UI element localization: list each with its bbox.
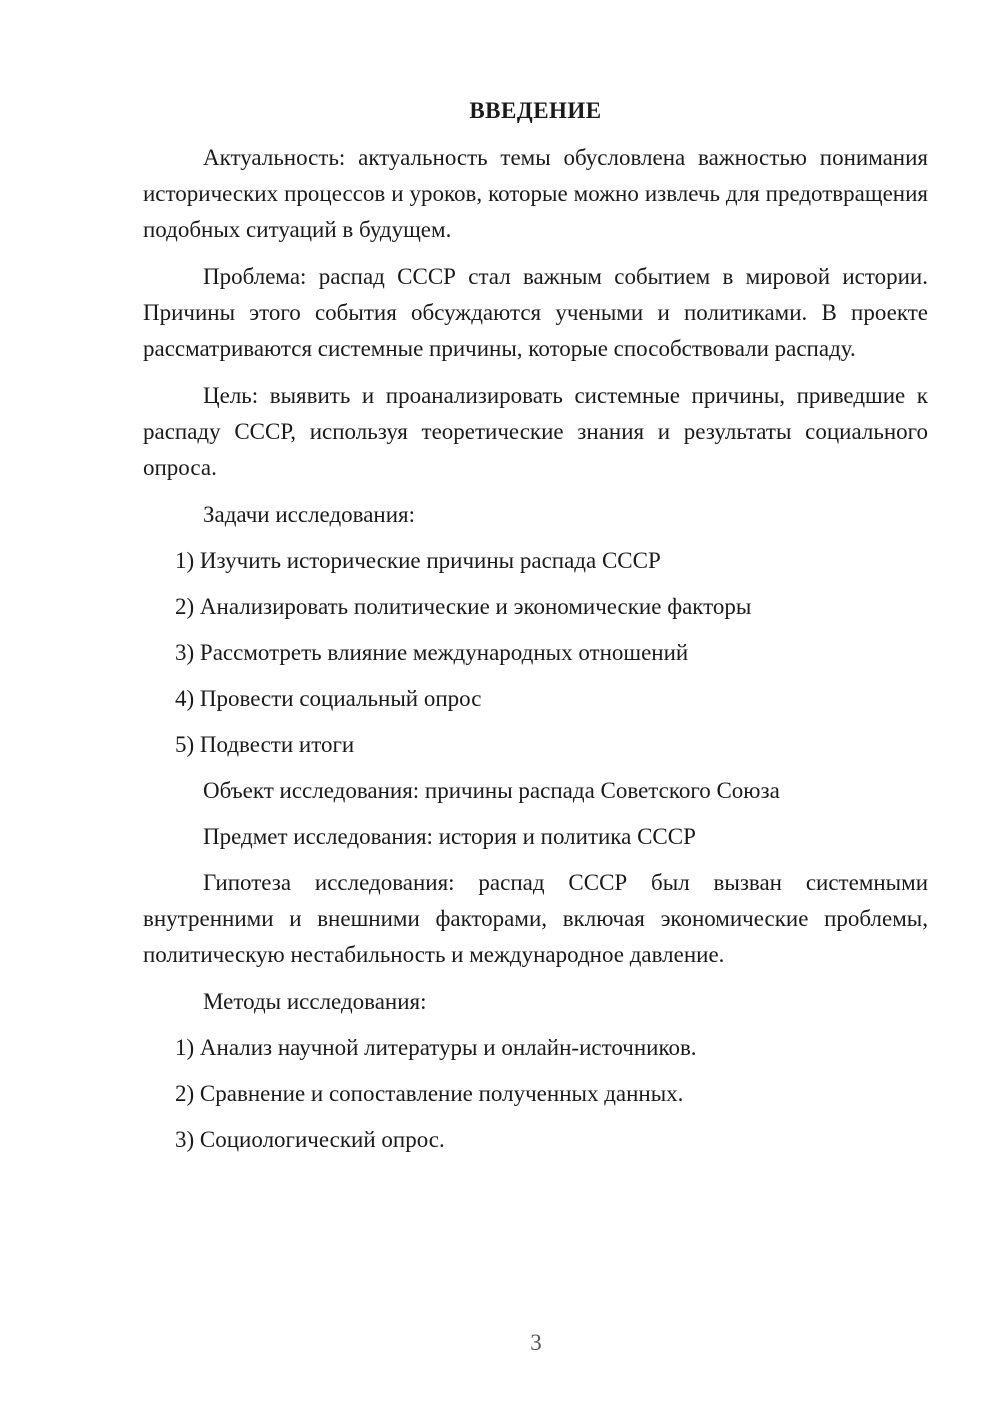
methods-list-item: 2) Сравнение и сопоставление полученных данных.: [175, 1081, 684, 1106]
methods-list-item: 1) Анализ научной литературы и онлайн-источников.: [175, 1035, 697, 1060]
tasks-list: [143, 543, 928, 763]
tasks-heading: Задачи исследования:: [203, 502, 416, 527]
paragraph-problem: Проблема: распад СССР стал важным событием в мировой истории. Причины этого события обсуждаются учеными и политиками. В проекте рассматриваются системные причины, которые способствовали распаду.: [143, 264, 928, 361]
page-title: ВВЕДЕНИЕ: [469, 98, 602, 123]
tasks-list-item: 4) Провести социальный опрос: [175, 686, 482, 711]
paragraph-goal: Цель: выявить и проанализировать системные причины, приведшие к распаду СССР, используя теоретические знания и результаты социального опроса.: [143, 383, 928, 480]
tasks-list-item: 3) Рассмотреть влияние международных отношений: [175, 640, 689, 665]
tasks-list-item: 2) Анализировать политические и экономические факторы: [175, 594, 752, 619]
methods-list: [143, 1030, 928, 1158]
paragraph-relevance: Актуальность: актуальность темы обусловлена важностью понимания исторических процессов и уроков, которые можно извлечь для предотвращения подобных ситуаций в будущем.: [143, 145, 928, 242]
tasks-list-item: 5) Подвести итоги: [175, 732, 355, 757]
research-subject: Предмет исследования: история и политика СССР: [203, 824, 696, 849]
tasks-list-item: 1) Изучить исторические причины распада СССР: [175, 548, 661, 573]
methods-heading: Методы исследования:: [203, 989, 427, 1014]
page-number: 3: [530, 1330, 542, 1355]
research-object: Объект исследования: причины распада Советского Союза: [203, 778, 780, 803]
paragraph-hypothesis: Гипотеза исследования: распад СССР был вызван системными внутренними и внешними факторами, включая экономические проблемы, политическую нестабильность и международное давление.: [143, 870, 928, 967]
page-content: [143, 93, 928, 1168]
methods-list-item: 3) Социологический опрос.: [175, 1127, 445, 1152]
